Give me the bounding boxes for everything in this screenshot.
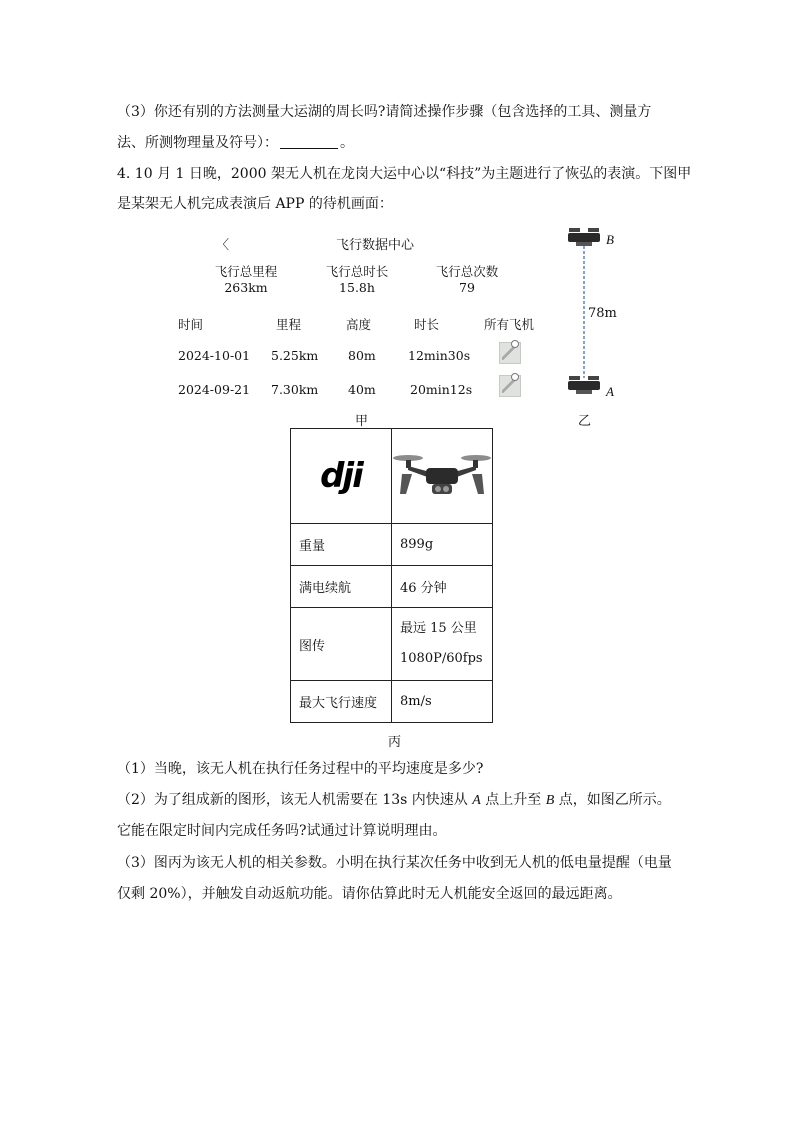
q2-point-a: A bbox=[472, 793, 481, 808]
question-1: （1）当晚，该无人机在执行任务过程中的平均速度是多少? bbox=[117, 761, 484, 777]
point-a-label: A bbox=[606, 384, 614, 399]
row-distance: 7.30km bbox=[271, 382, 319, 397]
drone-image bbox=[392, 444, 492, 504]
drone-image-cell bbox=[392, 429, 493, 524]
table-row bbox=[291, 681, 493, 723]
caption-jia: 甲 bbox=[355, 414, 369, 429]
caption-bing: 丙 bbox=[388, 735, 402, 750]
q3-prev-line2-text: 法、所测物理量及符号）： bbox=[117, 135, 278, 151]
question-3-line2: 仅剩 20%），并触发自动返航功能。请你估算此时无人机能安全返回的最远距离。 bbox=[117, 886, 622, 902]
stat-value-mileage: 263km bbox=[224, 280, 268, 295]
stat-value-count: 79 bbox=[459, 280, 475, 295]
spec-table bbox=[290, 428, 493, 723]
spec-value: 46 分钟 bbox=[392, 566, 493, 608]
stat-value-duration: 15.8h bbox=[339, 280, 375, 295]
q2-text-c: 点，如图乙所示。 bbox=[554, 792, 671, 808]
spec-value bbox=[392, 608, 493, 681]
col-header-time: 时间 bbox=[178, 317, 204, 332]
stat-label-mileage: 飞行总里程 bbox=[214, 264, 278, 279]
q4-intro-line1: 4. 10 月 1 日晚，2000 架无人机在龙岗大运中心以“科技”为主题进行了恢弘的表演。下图甲 bbox=[117, 166, 692, 182]
question-3-line1: （3）图丙为该无人机的相关参数。小明在执行某次任务中收到无人机的低电量提醒（电量 bbox=[117, 855, 672, 871]
back-icon: 〈 bbox=[216, 238, 230, 253]
point-b-label: B bbox=[606, 232, 614, 247]
caption-yi: 乙 bbox=[578, 414, 592, 429]
map-pin-icon[interactable] bbox=[499, 375, 521, 397]
row-height: 80m bbox=[348, 348, 376, 363]
spec-value: 8m/s bbox=[392, 681, 493, 723]
drone-icon-b bbox=[568, 228, 600, 246]
spec-value-line2: 1080P/60fps bbox=[400, 651, 483, 666]
table-row bbox=[291, 608, 493, 681]
q2-text-b: 点上升至 bbox=[480, 792, 546, 808]
spec-label: 满电续航 bbox=[291, 566, 392, 608]
spec-value-line1: 最远 15 公里 bbox=[400, 621, 477, 636]
answer-blank bbox=[280, 134, 338, 149]
row-duration: 20min12s bbox=[410, 382, 473, 397]
row-date: 2024-10-01 bbox=[178, 348, 251, 363]
q2-point-b: B bbox=[545, 793, 555, 808]
table-row bbox=[291, 566, 493, 608]
col-header-distance: 里程 bbox=[276, 317, 302, 332]
distance-label: 78m bbox=[588, 306, 617, 321]
col-header-height: 高度 bbox=[346, 317, 372, 332]
question-2-line2: 它能在限定时间内完成任务吗?试通过计算说明理由。 bbox=[117, 823, 447, 839]
logo-cell bbox=[291, 429, 392, 524]
row-date: 2024-09-21 bbox=[178, 382, 251, 397]
stat-label-count: 飞行总次数 bbox=[435, 264, 499, 279]
q4-intro-line2: 是某架无人机完成表演后 APP 的待机画面： bbox=[117, 196, 393, 212]
spec-label: 最大飞行速度 bbox=[291, 681, 392, 723]
spec-value: 899g bbox=[392, 524, 493, 566]
col-header-duration: 时长 bbox=[414, 317, 440, 332]
q3-prev-line1: （3）你还有别的方法测量大运湖的周长吗?请简述操作步骤（包含选择的工具、测量方 bbox=[117, 104, 652, 120]
question-2-line1 bbox=[117, 790, 671, 811]
map-pin-icon[interactable] bbox=[499, 342, 521, 364]
dji-logo: dji bbox=[320, 456, 362, 496]
q3-prev-line2-end: 。 bbox=[340, 135, 354, 151]
drone-icon-a bbox=[568, 376, 600, 394]
row-distance: 5.25km bbox=[271, 348, 319, 363]
spec-label: 重量 bbox=[291, 524, 392, 566]
table-row bbox=[291, 429, 493, 524]
col-header-aircraft: 所有飞机 bbox=[484, 317, 535, 332]
table-row bbox=[291, 524, 493, 566]
row-duration: 12min30s bbox=[408, 348, 471, 363]
row-height: 40m bbox=[348, 382, 376, 397]
app-title: 飞行数据中心 bbox=[336, 238, 415, 253]
q3-prev-line2 bbox=[117, 133, 354, 153]
q2-text-a: （2）为了组成新的图形，该无人机需要在 13s 内快速从 bbox=[117, 792, 473, 808]
stat-label-duration: 飞行总时长 bbox=[325, 264, 389, 279]
spec-label: 图传 bbox=[291, 608, 392, 681]
